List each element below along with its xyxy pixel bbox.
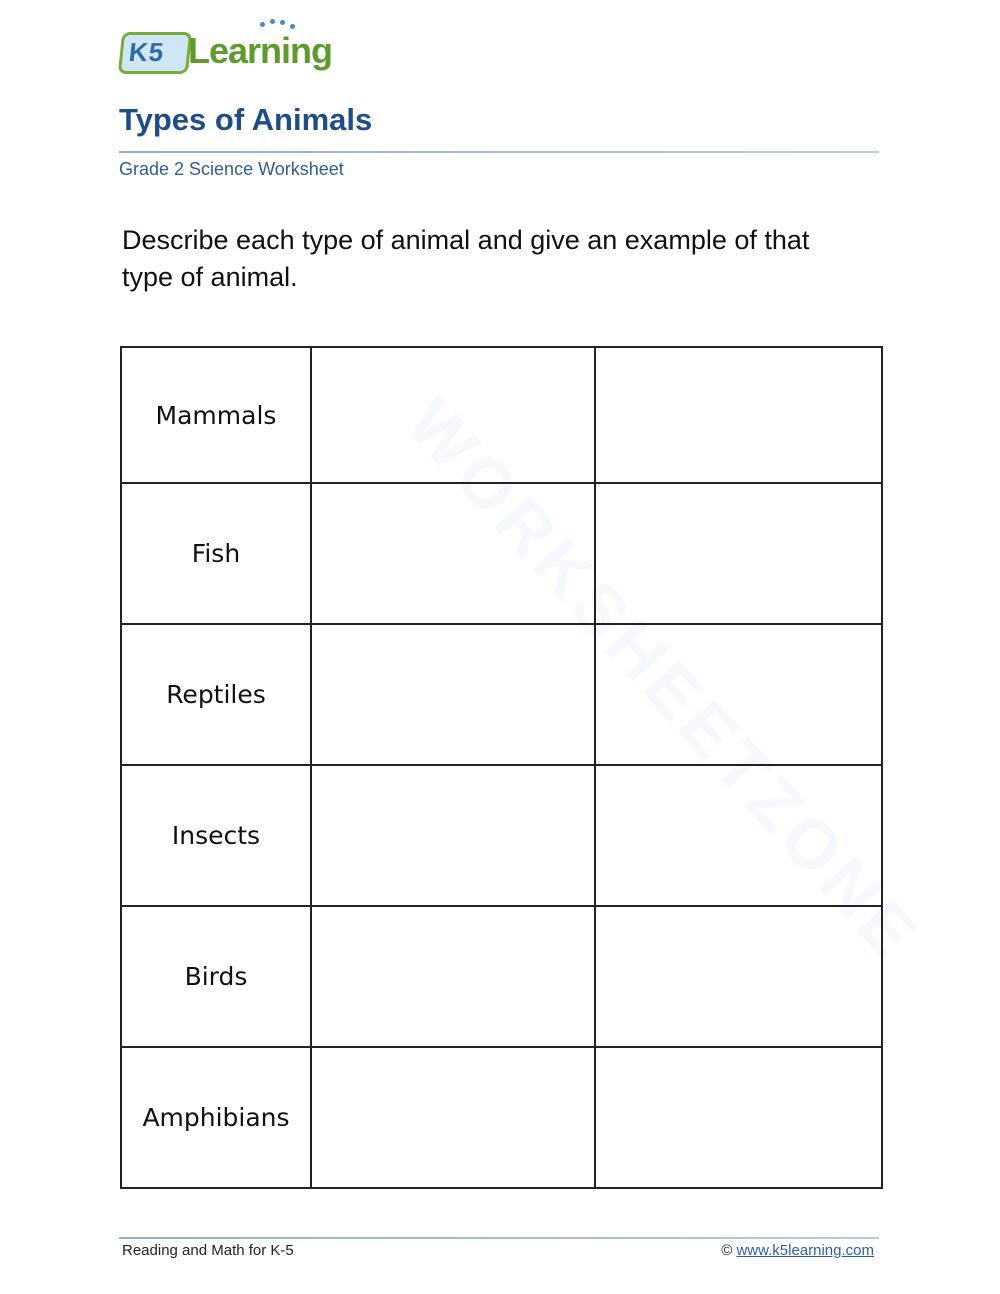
table-row [121, 347, 882, 483]
table-row [121, 765, 882, 906]
example-cell[interactable] [595, 765, 882, 906]
animal-type-label: Insects [121, 765, 311, 906]
k5-learning-logo [120, 22, 332, 74]
example-cell[interactable] [595, 347, 882, 483]
logo-dot-icon [290, 24, 295, 29]
table-row [121, 483, 882, 624]
animal-type-label: Birds [121, 906, 311, 1047]
example-cell[interactable] [595, 1047, 882, 1188]
description-cell[interactable] [311, 1047, 595, 1188]
table-row [121, 624, 882, 765]
footer-divider [119, 1237, 879, 1239]
description-cell[interactable] [311, 347, 595, 483]
table-row [121, 1047, 882, 1188]
animal-types-table [120, 346, 883, 1189]
page-subtitle: Grade 2 Science Worksheet [119, 159, 344, 179]
example-cell[interactable] [595, 483, 882, 624]
animal-type-label: Fish [121, 483, 311, 624]
logo-dot-icon [280, 20, 285, 25]
animal-type-label: Mammals [121, 347, 311, 483]
page-title: Types of Animals [119, 102, 373, 137]
website-link[interactable]: www.k5learning.com [736, 1242, 874, 1259]
logo-word: Learning [188, 30, 333, 71]
example-cell[interactable] [595, 906, 882, 1047]
logo-dot-icon [260, 22, 265, 27]
description-cell[interactable] [311, 906, 595, 1047]
logo-badge-text: K5 [127, 37, 166, 67]
description-cell[interactable] [311, 483, 595, 624]
logo-badge [118, 32, 192, 74]
logo-dot-icon [270, 19, 275, 24]
watermark: WORKSHEETZONE [391, 383, 937, 977]
description-cell[interactable] [311, 765, 595, 906]
footer-tagline: Reading and Math for K-5 [122, 1242, 294, 1259]
description-cell[interactable] [311, 624, 595, 765]
animal-type-label: Amphibians [121, 1047, 311, 1188]
example-cell[interactable] [595, 624, 882, 765]
header-divider [119, 151, 879, 153]
copyright-icon: © [721, 1242, 733, 1259]
animal-type-label: Reptiles [121, 624, 311, 765]
table-row [121, 906, 882, 1047]
footer-copyright [721, 1242, 874, 1259]
instructions: Describe each type of animal and give an example of that type of animal. [122, 225, 810, 292]
